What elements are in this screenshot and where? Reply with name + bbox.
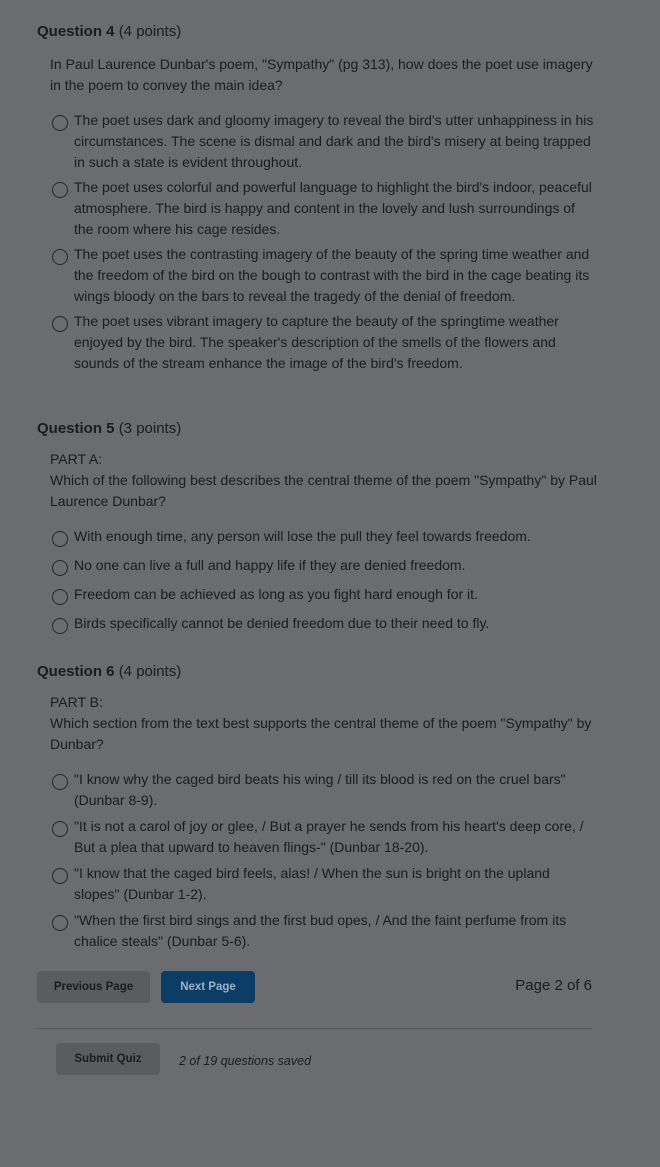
- question-number: Question 4: [37, 23, 115, 40]
- question-prompt: Which section from the text best supports the central theme of the poem "Sympathy" by Dunbar?: [50, 715, 592, 752]
- answer-text: The poet uses the contrasting imagery of the beauty of the spring time weather and the freedom of the bird on the bough to contrast with the bird in the cage beating its wings bloody on the bars to reveal the tragedy of the denial of freedom.: [74, 246, 590, 304]
- answer-text: The poet uses colorful and powerful language to highlight the bird's indoor, peaceful atmosphere. The bird is happy and content in the lovely and lush surroundings of the room where his cage resides.: [74, 179, 592, 237]
- radio-button[interactable]: [52, 589, 68, 605]
- radio-button[interactable]: [52, 774, 68, 790]
- previous-page-button[interactable]: Previous Page: [37, 971, 150, 1003]
- answer-option[interactable]: [50, 177, 597, 240]
- question-number: Question 5: [37, 420, 115, 437]
- answer-option[interactable]: [50, 769, 597, 811]
- answer-option[interactable]: [50, 863, 597, 905]
- question-title: [37, 22, 597, 42]
- radio-button[interactable]: [52, 115, 68, 131]
- question-prompt: Which of the following best describes the central theme of the poem "Sympathy" by Paul Laurence Dunbar?: [50, 472, 597, 509]
- answer-option[interactable]: [50, 816, 597, 858]
- question-title: [37, 662, 597, 682]
- answer-option[interactable]: [50, 555, 597, 576]
- page-indicator: Page 2 of 6: [515, 977, 592, 994]
- answer-option[interactable]: [50, 910, 597, 952]
- radio-button[interactable]: [52, 182, 68, 198]
- question-6: [37, 662, 597, 956]
- question-number: Question 6: [37, 663, 115, 680]
- submit-quiz-button[interactable]: Submit Quiz: [56, 1043, 160, 1075]
- page-navigation: [37, 971, 592, 1003]
- answer-text: Freedom can be achieved as long as you fight hard enough for it.: [74, 586, 478, 602]
- question-part-label: PART B:: [50, 694, 103, 710]
- question-points: (3 points): [118, 420, 182, 437]
- radio-button[interactable]: [52, 915, 68, 931]
- answer-option[interactable]: [50, 526, 597, 547]
- next-page-button[interactable]: Next Page: [161, 971, 255, 1003]
- answer-text: With enough time, any person will lose the pull they feel towards freedom.: [74, 528, 531, 544]
- radio-button[interactable]: [52, 560, 68, 576]
- answer-choices: [50, 526, 597, 634]
- question-5: [37, 419, 597, 638]
- answer-text: No one can live a full and happy life if they are denied freedom.: [74, 557, 466, 573]
- answer-option[interactable]: [50, 244, 597, 307]
- answer-option[interactable]: [50, 311, 597, 374]
- question-points: (4 points): [118, 23, 182, 40]
- question-4: [37, 22, 597, 378]
- saved-status: 2 of 19 questions saved: [179, 1054, 312, 1068]
- answer-text: The poet uses dark and gloomy imagery to reveal the bird's utter unhappiness in his circumstances. The scene is dismal and dark and the bird's misery at being trapped in such a state is evident throughout.: [74, 112, 594, 170]
- question-title: [37, 419, 597, 439]
- question-points: (4 points): [118, 663, 182, 680]
- answer-text: "I know why the caged bird beats his wing / till its blood is red on the cruel bars" (Dunbar 8-9).: [74, 771, 566, 808]
- radio-button[interactable]: [52, 531, 68, 547]
- answer-text: "When the first bird sings and the first bud opes, / And the faint perfume from its chalice steals" (Dunbar 5-6).: [74, 912, 567, 949]
- radio-button[interactable]: [52, 868, 68, 884]
- radio-button[interactable]: [52, 249, 68, 265]
- question-prompt: In Paul Laurence Dunbar's poem, "Sympathy" (pg 313), how does the poet use imagery in the poem to convey the main idea?: [50, 56, 593, 93]
- radio-button[interactable]: [52, 618, 68, 634]
- answer-option[interactable]: [50, 110, 597, 173]
- answer-text: Birds specifically cannot be denied freedom due to their need to fly.: [74, 615, 490, 631]
- radio-button[interactable]: [52, 316, 68, 332]
- answer-option[interactable]: [50, 613, 597, 634]
- answer-text: The poet uses vibrant imagery to capture the beauty of the springtime weather enjoyed by the bird. The speaker's description of the smells of the flowers and sounds of the stream enhance the image of the bird's freedom.: [74, 313, 559, 371]
- question-part-label: PART A:: [50, 451, 103, 467]
- radio-button[interactable]: [52, 821, 68, 837]
- answer-option[interactable]: [50, 584, 597, 605]
- answer-choices: [50, 769, 597, 952]
- answer-choices: [50, 110, 597, 374]
- divider: [37, 1028, 592, 1029]
- answer-text: "I know that the caged bird feels, alas! / When the sun is bright on the upland slopes" (Dunbar 1-2).: [74, 865, 550, 902]
- answer-text: "It is not a carol of joy or glee, / But a prayer he sends from his heart's deep core, / But a plea that upward to heaven flings-" (Dunbar 18-20).: [74, 818, 584, 855]
